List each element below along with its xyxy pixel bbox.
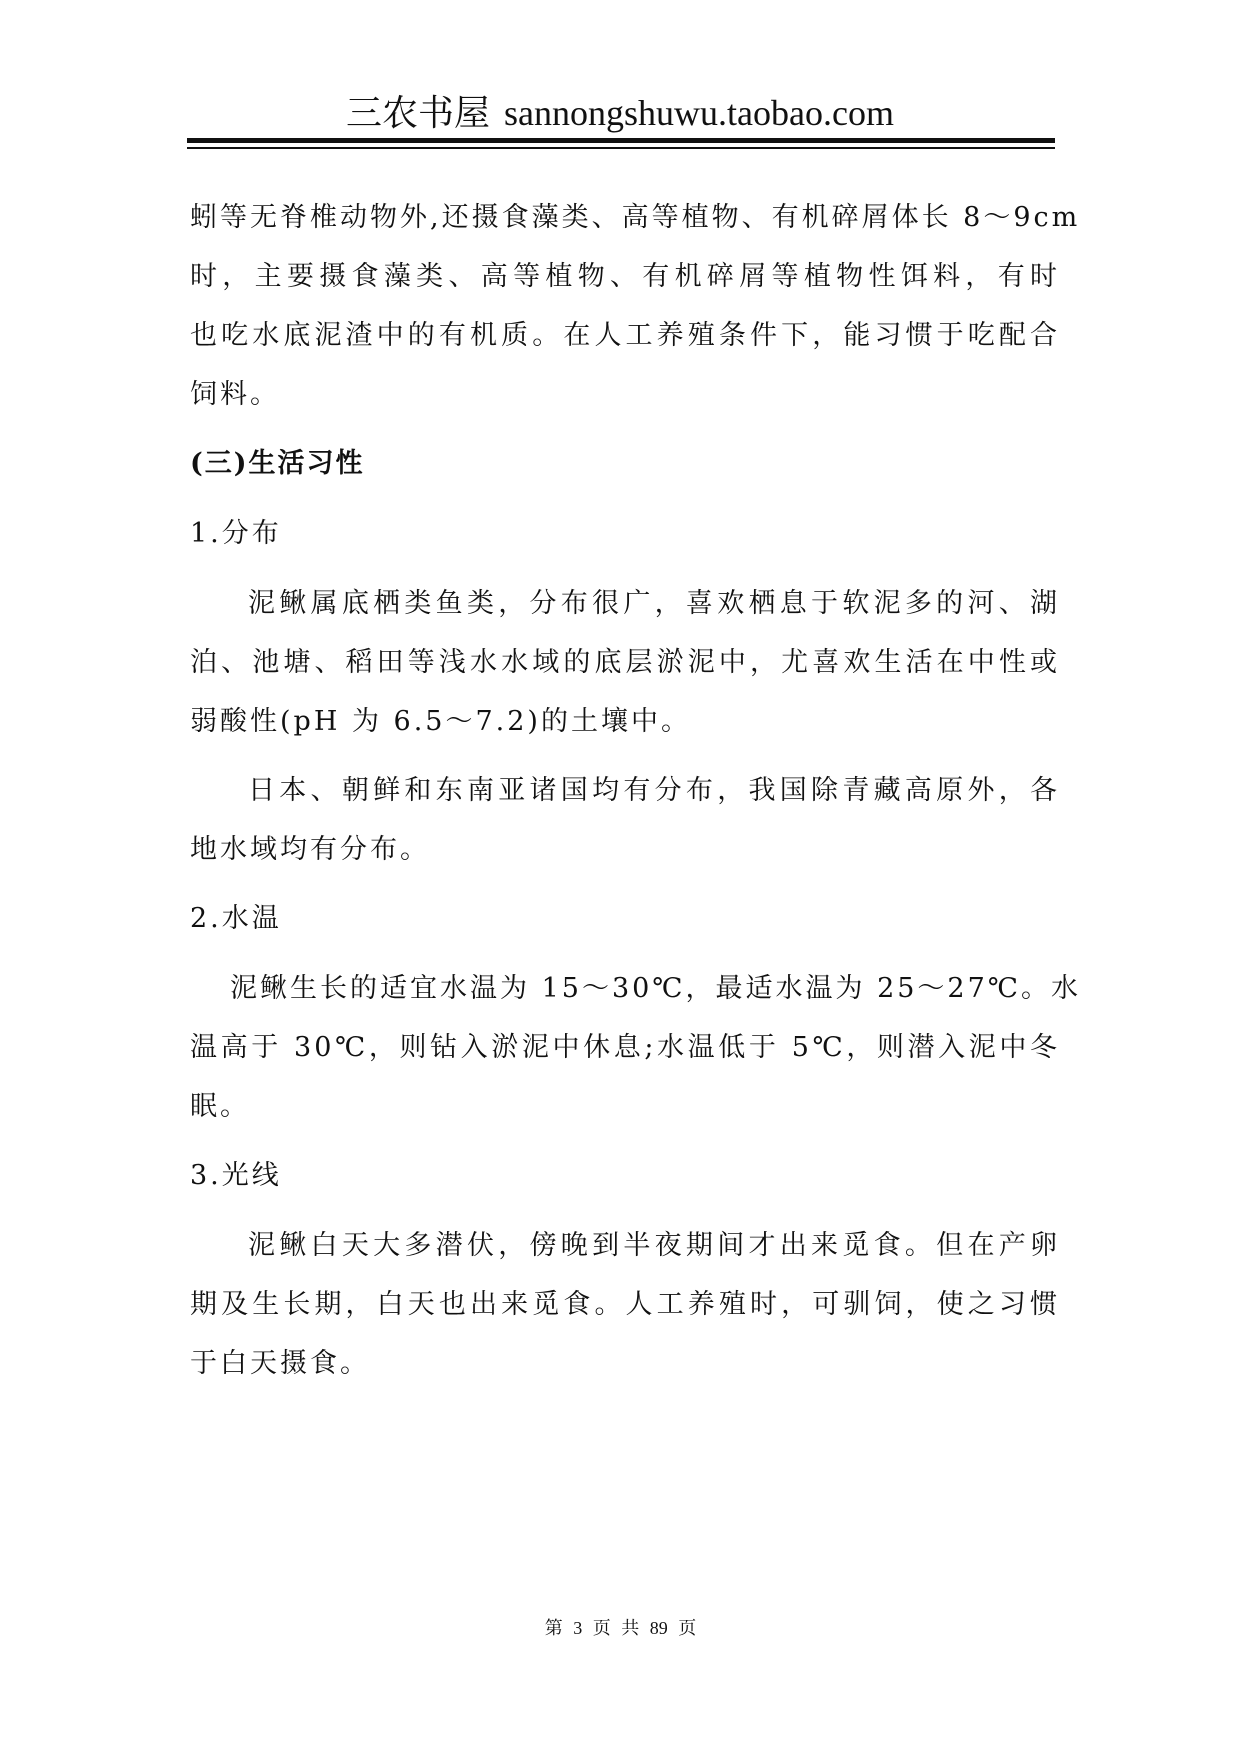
section-heading: (三)生活习性 xyxy=(190,448,365,479)
page-header xyxy=(185,88,1055,138)
paragraph-line: 日本、朝鲜和东南亚诸国均有分布，我国除青藏高原外，各 xyxy=(248,775,1060,806)
header-rule-thin xyxy=(187,147,1055,149)
paragraph-line: 弱酸性(pH 为 6.5～7.2)的土壤中。 xyxy=(190,706,691,737)
paragraph-line: 也吃水底泥渣中的有机质。在人工养殖条件下，能习惯于吃配合 xyxy=(190,320,1060,351)
shop-name: 三农书屋 xyxy=(346,93,491,133)
page-number: 第 3 页 共 89 页 xyxy=(544,1618,697,1638)
paragraph-line: 蚓等无脊椎动物外,还摄食藻类、高等植物、有机碎屑体长 8～9cm xyxy=(190,202,1081,233)
shop-url: sannongshuwu.taobao.com xyxy=(504,93,894,133)
paragraph-line: 泥鳅属底栖类鱼类，分布很广，喜欢栖息于软泥多的河、湖 xyxy=(248,588,1060,619)
paragraph-line: 于白天摄食。 xyxy=(190,1348,370,1379)
paragraph-line: 温高于 30℃，则钻入淤泥中休息;水温低于 5℃，则潜入泥中冬 xyxy=(190,1032,1060,1063)
paragraph-line: 泥鳅白天大多潜伏，傍晚到半夜期间才出来觅食。但在产卵 xyxy=(248,1230,1060,1261)
paragraph-line: 期及生长期，白天也出来觅食。人工养殖时，可驯饲，使之习惯 xyxy=(190,1289,1060,1320)
paragraph-line: 饲料。 xyxy=(190,379,280,410)
subsection-heading: 3.光线 xyxy=(190,1160,282,1191)
paragraph-line: 泥鳅生长的适宜水温为 15～30℃，最适水温为 25～27℃。水 xyxy=(230,973,1081,1004)
subsection-heading: 1.分布 xyxy=(190,518,282,549)
paragraph-line: 眠。 xyxy=(190,1091,250,1122)
header-rule-thick xyxy=(187,138,1055,143)
paragraph-line: 地水域均有分布。 xyxy=(190,834,430,865)
paragraph-line: 泊、池塘、稻田等浅水水域的底层淤泥中，尤喜欢生活在中性或 xyxy=(190,647,1060,678)
paragraph-line: 时，主要摄食藻类、高等植物、有机碎屑等植物性饵料，有时 xyxy=(190,261,1060,292)
subsection-heading: 2.水温 xyxy=(190,903,282,934)
